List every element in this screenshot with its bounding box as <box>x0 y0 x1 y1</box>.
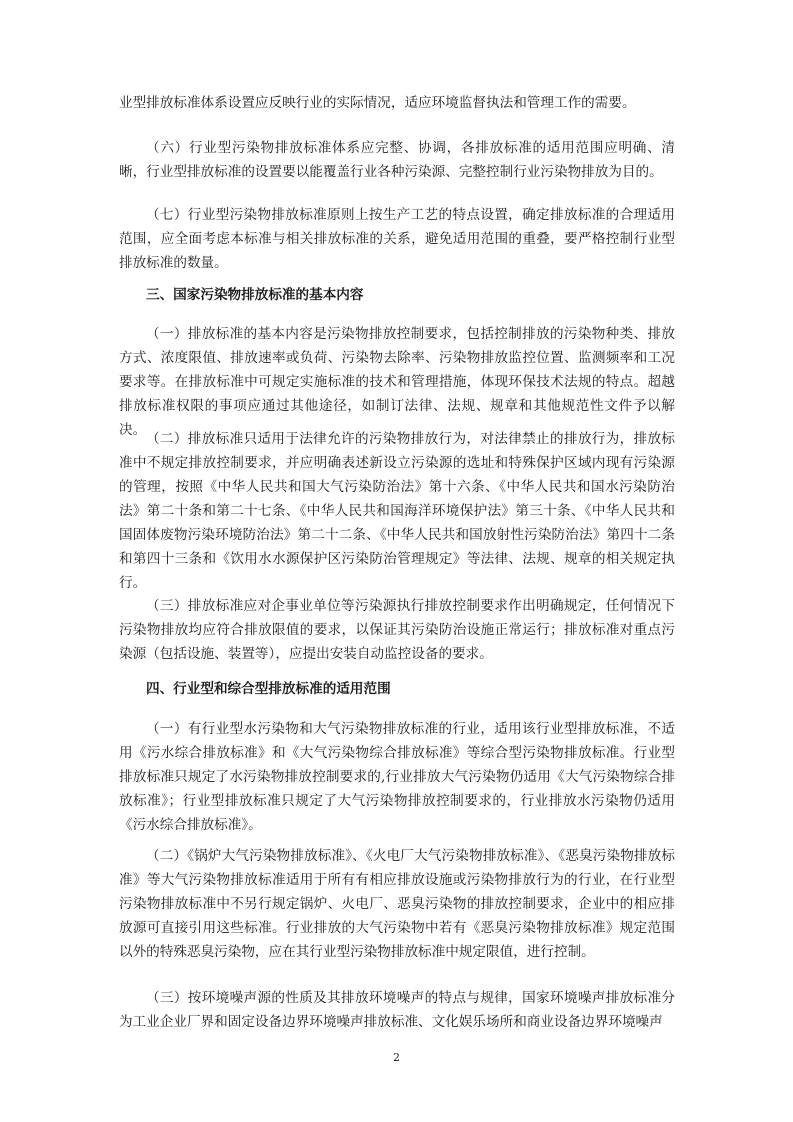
paragraph-section4-item1: （一）有行业型水污染物和大气污染物排放标准的行业，适用该行业型排放标准，不适用《污水综合排放标准》和《大气污染物综合排放标准》等综合型污染物排放标准。行业型排放标准只规定了水污染物排放控制要求的,行业排放大气污染物仍适用《大气污染物综合排放标准》；行业型排放标准只规定了大气污染物排放控制要求的，行业排放水污染物仍适用《污水综合排放标准》。 <box>119 721 675 833</box>
paragraph-section3-item3: （三）排放标准应对企事业单位等污染源执行排放控制要求作出明确规定，任何情况下污染物排放均应符合排放限值的要求，以保证其污染防治设施正常运行；排放标准对重点污染源（包括设施、装置等），应提出安装自动监控设备的要求。 <box>119 598 675 662</box>
paragraph-section3-item2: （二）排放标准只适用于法律允许的污染物排放行为，对法律禁止的排放行为，排放标准中不规定排放控制要求，并应明确表述新设立污染源的选址和特殊保护区域内现有污染源的管理，按照《中华人民共和国大气污染防治法》第十六条、《中华人民共和国水污染防治法》第二十条和第二十七条、《中华人民共和国海洋环境保护法》第三十条、《中华人民共和国固体废物污染环境防治法》第二十二条、《中华人民共和国放射性污染防治法》第四十二条和第四十三条和《饮用水水源保护区污染防治管理规定》等法律、法规、规章的相关规定执行。 <box>119 431 675 591</box>
paragraph-item-6: （六）行业型污染物排放标准体系应完整、协调，各排放标准的适用范围应明确、清晰，行业型排放标准的设置要以能覆盖行业各种污染源、完整控制行业污染物排放为目的。 <box>119 140 675 180</box>
page-number: 2 <box>393 1051 400 1064</box>
section-heading-4: 四、行业型和综合型排放标准的适用范围 <box>146 681 391 697</box>
paragraph-section3-item1: （一）排放标准的基本内容是污染物排放控制要求，包括控制排放的污染物种类、排放方式、浓度限值、排放速率或负荷、污染物去除率、污染物排放监控位置、监测频率和工况要求等。在排放标准中可规定实施标准的技术和管理措施，体现环保技术法规的特点。超越排放标准权限的事项应通过其他途径，如制订法律、法规、规章和其他规范性文件予以解决。 <box>119 326 675 438</box>
section-heading-3: 三、国家污染物排放标准的基本内容 <box>146 287 364 303</box>
paragraph-item-7: （七）行业型污染物排放标准原则上按生产工艺的特点设置，确定排放标准的合理适用范围，应全面考虑本标准与相关排放标准的关系，避免适用范围的重叠，要严格控制行业型排放标准的数量。 <box>119 207 675 271</box>
paragraph-continuation: 业型排放标准体系设置应反映行业的实际情况，适应环境监督执法和管理工作的需要。 <box>119 95 636 111</box>
paragraph-section4-item3: （三）按环境噪声源的性质及其排放环境噪声的特点与规律，国家环境噪声排放标准分为工业企业厂界和固定设备边界环境噪声排放标准、文化娱乐场所和商业设备边界环境噪声 <box>119 990 675 1030</box>
paragraph-section4-item2: （二）《锅炉大气污染物排放标准》、《火电厂大气污染物排放标准》、《恶臭污染物排放标准》等大气污染物排放标准适用于所有有相应排放设施或污染物排放行为的行业，在行业型污染物排放标准中不另行规定锅炉、火电厂、恶臭污染物的排放控制要求，企业中的相应排放源可直接引用这些标准。行业排放的大气污染物中若有《恶臭污染物排放标准》规定范围以外的特殊恶臭污染物，应在其行业型污染物排放标准中规定限值，进行控制。 <box>119 848 675 960</box>
